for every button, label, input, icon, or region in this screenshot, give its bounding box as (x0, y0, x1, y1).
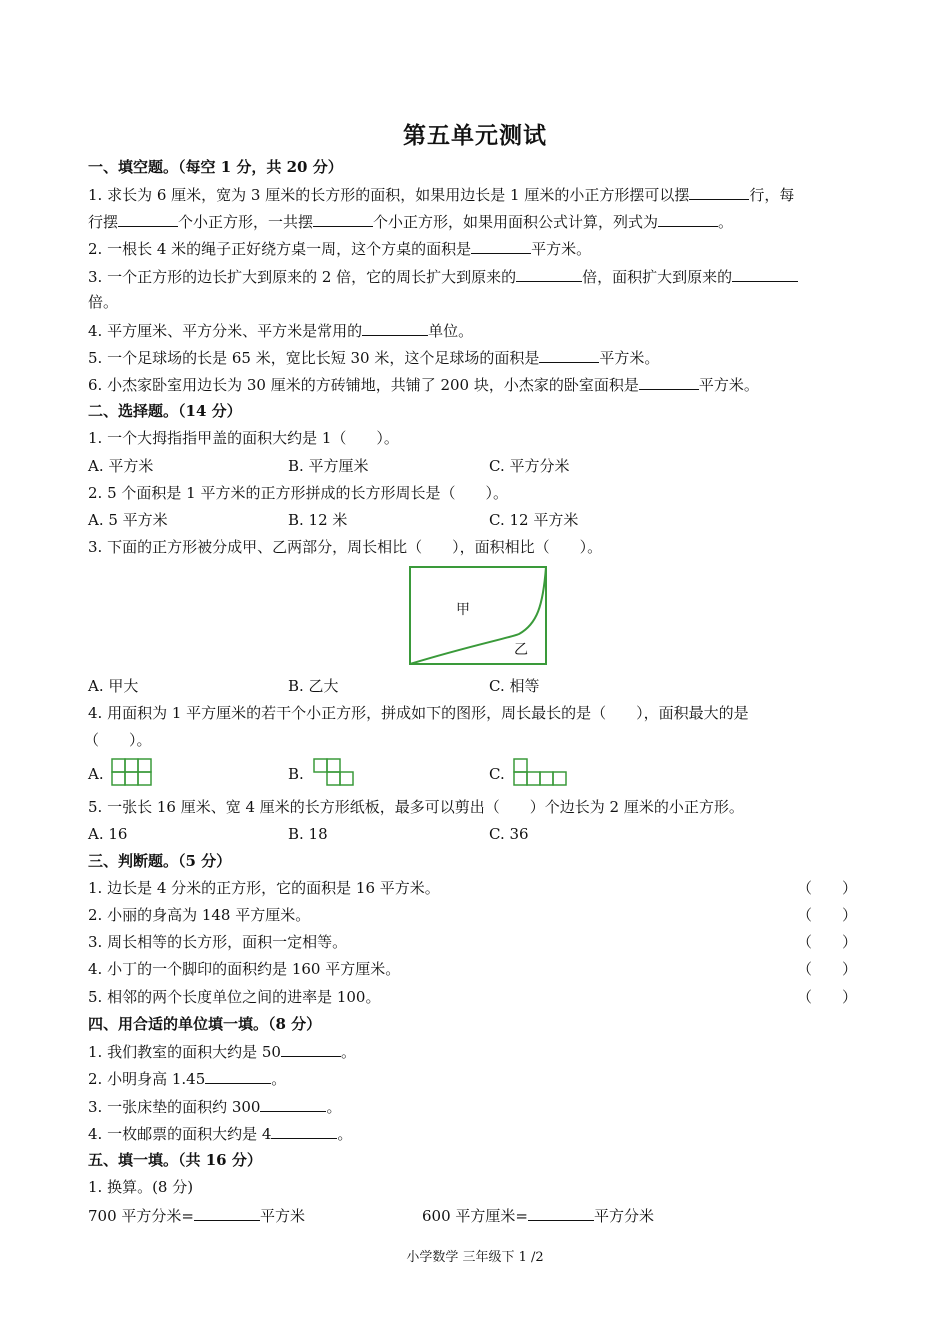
s2-q5-option-c[interactable]: C. 36 (489, 825, 529, 843)
s1-q1-line1 (88, 184, 794, 205)
s2-q2-option-c[interactable]: C. 12 平方米 (489, 511, 579, 529)
answer-blank[interactable] (281, 1041, 341, 1057)
s1-q3-line2: 倍。 (88, 293, 119, 311)
label-jia: 甲 (456, 602, 470, 618)
s4-item-3-end: 。 (326, 1098, 342, 1116)
s1-q2-text-b: 平方米。 (531, 240, 592, 258)
s1-q6-text-b: 平方米。 (698, 376, 759, 394)
answer-blank[interactable] (658, 211, 718, 227)
s4-item-1 (88, 1041, 356, 1062)
s3-item-2: 2. 小丽的身高为 148 平方厘米。 (88, 906, 311, 924)
square-split-diagram (409, 566, 549, 666)
judge-parens-4[interactable]: （ ） (797, 960, 858, 978)
s3-item-3: 3. 周长相等的长方形，面积一定相等。 (88, 933, 348, 951)
s1-q1-line2 (88, 211, 733, 232)
s2-q3-option-b[interactable]: B. 乙大 (288, 677, 339, 695)
s2-q4-option-b[interactable]: B. (288, 765, 304, 783)
s1-q1-text-a: 1. 求长为 6 厘米，宽为 3 厘米的长方形的面积，如果用边长是 1 厘米的小正方形摆可以摆 (88, 186, 690, 204)
conv-1-unit: 平方米 (259, 1207, 305, 1225)
s1-q3-text-a: 3. 一个正方形的边长扩大到原来的 2 倍，它的周长扩大到原来的 (88, 268, 517, 286)
answer-blank[interactable] (732, 266, 798, 282)
s1-q6 (88, 374, 759, 395)
section-3-heading: 三、判断题。（5 分） (88, 852, 232, 870)
s2-q1-option-a[interactable]: A. 平方米 (88, 457, 154, 475)
s2-q1-option-b[interactable]: B. 平方厘米 (288, 457, 369, 475)
s1-q1-text-b: 行，每 (749, 186, 795, 204)
label-yi: 乙 (514, 642, 528, 658)
judge-parens-5[interactable]: （ ） (797, 988, 858, 1006)
s2-q2-option-b[interactable]: B. 12 米 (288, 511, 348, 529)
s4-item-1-end: 。 (340, 1043, 356, 1061)
s1-q3-line1 (88, 266, 798, 287)
s4-item-2-end: 。 (271, 1070, 287, 1088)
answer-blank[interactable] (313, 211, 373, 227)
s1-q4-text-b: 单位。 (428, 322, 474, 340)
answer-blank[interactable] (118, 211, 178, 227)
s1-q1-text-d: 个小正方形，一共摆 (178, 213, 314, 231)
s2-q3-option-c[interactable]: C. 相等 (489, 677, 540, 695)
answer-blank[interactable] (639, 374, 699, 390)
answer-blank[interactable] (362, 320, 428, 336)
s4-item-4 (88, 1123, 352, 1144)
s1-q1-text-f: 。 (718, 213, 734, 231)
s2-q2-stem: 2. 5 个面积是 1 平方米的正方形拼成的长方形周长是（ ）。 (88, 484, 508, 502)
s2-q3-option-a[interactable]: A. 甲大 (88, 677, 139, 695)
s1-q1-text-c: 行摆 (88, 213, 119, 231)
s1-q5 (88, 347, 659, 368)
s1-q1-text-e: 个小正方形，如果用面积公式计算，列式为 (373, 213, 659, 231)
answer-blank[interactable] (260, 1096, 326, 1112)
section-4-heading: 四、用合适的单位填一填。（8 分） (88, 1015, 322, 1033)
s1-q6-text-a: 6. 小杰家卧室用边长为 30 厘米的方砖铺地，共铺了 200 块，小杰家的卧室面积是 (88, 376, 639, 394)
answer-blank[interactable] (205, 1068, 271, 1084)
page-title: 第五单元测试 (403, 122, 547, 149)
page-footer: 小学数学 三年级下 1 /2 (406, 1250, 544, 1265)
s4-item-3-text: 3. 一张床垫的面积约 300 (88, 1098, 261, 1116)
s1-q4 (88, 320, 473, 341)
conv-1-text: 700 平方分米= (88, 1207, 194, 1225)
answer-blank[interactable] (689, 184, 749, 200)
s2-q3-stem: 3. 下面的正方形被分成甲、乙两部分，周长相比（ ），面积相比（ ）。 (88, 538, 603, 556)
section-2-heading: 二、选择题。（14 分） (88, 402, 242, 420)
s4-item-3 (88, 1096, 342, 1117)
s2-q5-stem: 5. 一张长 16 厘米、宽 4 厘米的长方形纸板，最多可以剪出（ ）个边长为 2 厘米的小正方形。 (88, 798, 744, 816)
s2-q4-option-c[interactable]: C. (489, 765, 505, 783)
s1-q5-text-b: 平方米。 (599, 349, 660, 367)
s2-q4-stem-line2: （ ）。 (84, 731, 152, 749)
s2-q4-stem-line1: 4. 用面积为 1 平方厘米的若干个小正方形，拼成如下的图形，周长最长的是（ ），面积最大的是 (88, 704, 749, 722)
conv-2-text: 600 平方厘米= (422, 1207, 528, 1225)
s4-item-1-text: 1. 我们教室的面积大约是 50 (88, 1043, 281, 1061)
s3-item-5: 5. 相邻的两个长度单位之间的进率是 100。 (88, 988, 381, 1006)
answer-blank[interactable] (194, 1205, 260, 1221)
s2-q5-option-b[interactable]: B. 18 (288, 825, 328, 843)
section-5-heading: 五、填一填。（共 16 分） (88, 1151, 262, 1169)
s2-q5-option-a[interactable]: A. 16 (88, 825, 128, 843)
answer-blank[interactable] (271, 1123, 337, 1139)
s3-item-4: 4. 小丁的一个脚印的面积约是 160 平方厘米。 (88, 960, 401, 978)
s1-q5-text-a: 5. 一个足球场的长是 65 米，宽比长短 30 米，这个足球场的面积是 (88, 349, 540, 367)
s1-q4-text-a: 4. 平方厘米、平方分米、平方米是常用的 (88, 322, 363, 340)
s5-conversion-2 (422, 1205, 654, 1226)
s3-item-1: 1. 边长是 4 分米的正方形，它的面积是 16 平方米。 (88, 879, 440, 897)
section-1-heading: 一、填空题。（每空 1 分，共 20 分） (88, 158, 343, 176)
s4-item-2 (88, 1068, 286, 1089)
s2-q2-option-a[interactable]: A. 5 平方米 (88, 511, 168, 529)
answer-blank[interactable] (539, 347, 599, 363)
s4-item-4-end: 。 (337, 1125, 353, 1143)
answer-blank[interactable] (528, 1205, 594, 1221)
shape-c-diagram (513, 758, 571, 788)
s1-q3-text-b: 倍，面积扩大到原来的 (582, 268, 733, 286)
judge-parens-3[interactable]: （ ） (797, 933, 858, 951)
s2-q4-option-a[interactable]: A. (88, 765, 104, 783)
s1-q2 (88, 238, 591, 259)
shape-a-diagram (111, 758, 153, 788)
judge-parens-2[interactable]: （ ） (797, 906, 858, 924)
s5-conversion-1 (88, 1205, 305, 1226)
answer-blank[interactable] (516, 266, 582, 282)
s5-q1: 1. 换算。(8 分) (88, 1178, 194, 1196)
s1-q2-text-a: 2. 一根长 4 米的绳子正好绕方桌一周，这个方桌的面积是 (88, 240, 472, 258)
s2-q1-option-c[interactable]: C. 平方分米 (489, 457, 570, 475)
s4-item-4-text: 4. 一枚邮票的面积大约是 4 (88, 1125, 272, 1143)
answer-blank[interactable] (471, 238, 531, 254)
conv-2-unit: 平方分米 (593, 1207, 654, 1225)
judge-parens-1[interactable]: （ ） (797, 879, 858, 897)
s2-q1-stem: 1. 一个大拇指指甲盖的面积大约是 1（ ）。 (88, 429, 399, 447)
s4-item-2-text: 2. 小明身高 1.45 (88, 1070, 206, 1088)
shape-b-diagram (313, 758, 358, 788)
